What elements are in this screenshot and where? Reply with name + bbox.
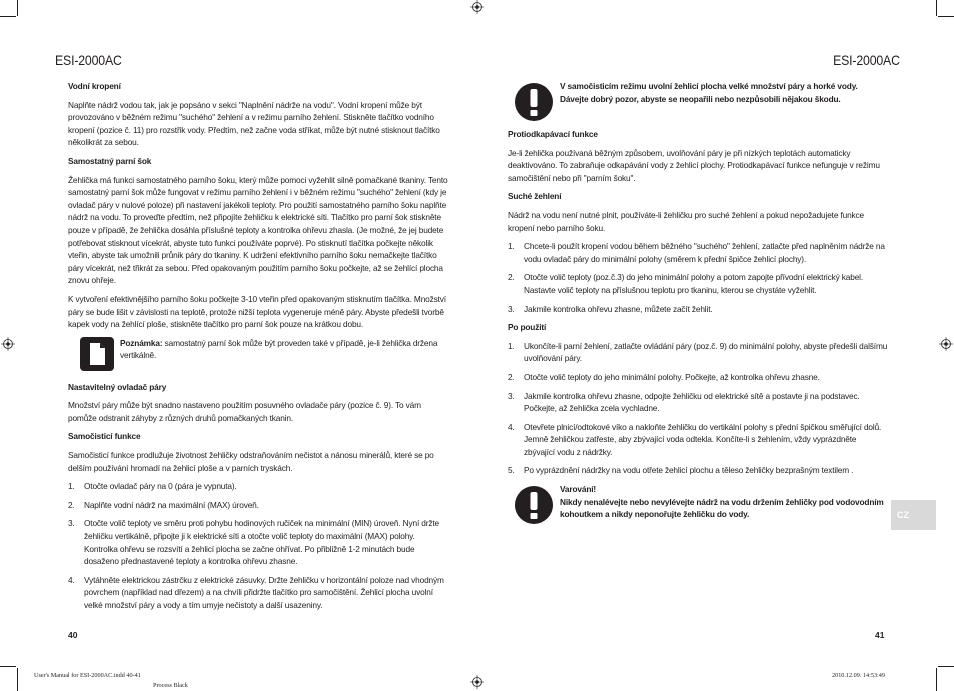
section-title-steam-shot: Samostatný parní šok xyxy=(68,155,152,166)
crop-mark-tl-h xyxy=(0,16,16,17)
paragraph: Žehlička má funkci samostatného parního šoku, který může pomoci vyžehlit silně pomačkané tkaniny. Tento samostatný parní šok může fungovat v režimu parního žehlení i v běžném režimu "suchého" žehlení (kdy je ovladač páry v nulové poloze) při nastavení jakékoli teploty. Pro použití samostatného parního šoku naplňte nádrž na vodu. To proveďte předtím, než připojíte žehličku k elektrické síti. Tlačítko pro parní šok stiskněte pouze v případě, že žehlička dosáhla příslušné teploty a kontrolka ohřevu zhasla. (Je možné, že jej budete potřebovat stisknout vícekrát, abyste tuto funkci používáte poprvé). Po stisknutí tlačítka počkejte několik vteřin, abyste tak umožnili průnik páry do tkaniny. K udržení efektivního parního šoku nemačkejte tlačítko páry vícekrát, než třikrát za sebou. Před opakovaným použitím parního šoku počkejte, až se žehlící plocha znovu ohřeje. xyxy=(68,174,448,286)
section-title-self-clean: Samočisticí funkce xyxy=(68,431,141,442)
section-title-anti-drip: Protiodkapávací funkce xyxy=(508,129,598,139)
list-item: 3. Jakmile kontrolka ohřevu zhasne, můžete začít žehlit. xyxy=(508,303,713,314)
language-tab xyxy=(891,500,936,530)
crop-mark-bl-h xyxy=(0,666,16,667)
after-use-steps xyxy=(508,340,888,477)
registration-mark-top xyxy=(470,0,484,14)
list-item: 1. Ukončíte-li parní žehlení, zatlačte ovládání páry (poz.č. 9) do minimální polohy, abyste předešli dalšímu uvolňování páry. xyxy=(508,340,888,364)
crop-mark-br-h xyxy=(938,666,954,667)
list-item: 3. Otočte volič teploty ve směru proti pohybu hodinových ručiček na minimální (MIN) úroveň. Nyní držte žehličku vertikálně, připojte ji k elektrické síti a otočte volič teploty do maximální (MAX) polohy. Kontrolka ohřevu se rozsvítí a žehlicí plocha se začne ohřívat. Po přibližně 1-2 minutách bude dosaženo přednastavené teploty a kontrolka ohřevu zhasne. xyxy=(68,518,439,567)
paragraph: K vytvoření efektivnějšího parního šoku počkejte 3-10 vteřin před opakovaným stisknutím tlačítka. Množství páry se bude lišit v závislosti na teplotě, protože nižší teplota vygeneruje méně páry. Abyste předešli tvorbě kapek vody na žehlící ploše, stiskněte tlačítko pro parní šok pouze na krátkou dobu. xyxy=(68,293,446,330)
paragraph: Nádrž na vodu není nutné plnit, používáte-li žehličku pro suché žehlení a pokud nepožadujete funkce kropení nebo parního šoku. xyxy=(508,209,864,233)
note-text: samostatný parní šok může být proveden také v případě, je-li žehlička držena vertikálně. xyxy=(120,337,438,361)
list-item: 3. Jakmile kontrolka ohřevu zhasne, odpojte žehličku od elektrické sítě a postavte ji na podstavec. Počkejte, až žehlička zcela vychladne. xyxy=(508,390,860,414)
note-box xyxy=(68,337,448,369)
page-number-right: 41 xyxy=(875,630,885,640)
warning-exclamation-icon xyxy=(514,82,554,122)
list-item: 5. Po vyprázdnění nádržky na vodu otřete žehlicí plochu a těleso žehličky bezprašným textilem . xyxy=(508,465,854,476)
warning-box-water xyxy=(508,483,888,525)
list-item: 1. Chcete-li použít kropení vodou během běžného "suchého" žehlení, zatlačte před naplněním nádrže na vodu ovladač páry do minimální polohy (směrem k přední špičce žehlicí plochy). xyxy=(508,241,885,264)
footer-process: Process Black xyxy=(153,682,188,689)
footer-date: 2010.12.09. 14:53:49 xyxy=(832,672,885,679)
registration-mark-right xyxy=(939,337,953,351)
list-item: 4. Vytáhněte elektrickou zástrčku z elektrické zásuvky. Držte žehličku v horizontální poloze nad vhodným povrchem (například nad dřezem) a na chvíli přidržte tlačítko pro samočištění. Žehlicí plocha uvolní velké množství páry a vody a tím umyje nečistoty a další usazeniny. xyxy=(68,574,444,610)
list-item: 2. Otočte volič teploty do jeho minimální polohy. Počkejte, až kontrolka ohřevu zhasne. xyxy=(508,371,820,382)
registration-mark-left xyxy=(1,337,15,351)
crop-mark-br-v xyxy=(936,668,937,691)
warning-text: V samočisticím režimu uvolní žehlicí plocha velké množství páry a horké vody. Dávejte dobrý pozor, abyste se neopařili nebo nezpůsobili nějakou škodu. xyxy=(560,81,858,104)
right-column xyxy=(508,80,888,531)
model-header-left: ESI-2000AC xyxy=(55,52,122,68)
self-clean-steps xyxy=(68,480,448,611)
left-column xyxy=(68,80,448,618)
section-title-dry-ironing: Suché žehlení xyxy=(508,191,562,202)
warning-text: Nikdy nenalévejte nebo nevylévejte nádrž na vodu držením žehličky pod vodovodním kohoutkem a nikdy neponořujte žehličku do vody. xyxy=(560,496,884,520)
note-label: Poznámka: xyxy=(120,337,163,348)
paragraph: Naplňte nádrž vodou tak, jak je popsáno v sekci "Naplnění nádrže na vodu". Vodní kropení může být provozováno v běžném režimu "suchého" žehlení a v režimu parního žehlení. Stiskněte tlačítko vodního kropení (pozice č. 11) pro rozstřik vody. Předtím, než začne voda stříkat, může být nutné stisknout tlačítko několikrát za sebou. xyxy=(68,99,440,148)
page-number-left: 40 xyxy=(68,630,78,640)
crop-mark-tr-v xyxy=(936,0,937,16)
paragraph: Je-li žehlička používaná běžným způsobem, uvolňování páry je při nízkých teplotách automaticky deaktivováno. To zabraňuje odkapávání vody z žehlicí plochy. Protiodkapávací funkce nefunguje v režimu samočištění nebo při "parním šoku". xyxy=(508,147,880,183)
list-item: 2. Otočte volič teploty (poz.č.3) do jeho minimální polohy a potom zapojte přívodní elektrický kabel. Nastavte volič teploty na příslušnou teplotu pro tkaninu, kterou se chystáte vyžehlit. xyxy=(508,272,864,295)
list-item: 2. Naplňte vodní nádrž na maximální (MAX) úroveň. xyxy=(68,499,259,510)
footer-file-name: User's Manual for ESI-2000AC.indd 40-41 xyxy=(34,672,141,679)
paragraph: Samočisticí funkce prodlužuje životnost žehličky odstraňováním nečistot a nánosu minerálů, které se po delším používání hromadí na žehlicí ploše a v parních tryskách. xyxy=(68,450,434,473)
registration-mark-bottom xyxy=(470,675,484,689)
warning-exclamation-icon xyxy=(514,485,554,525)
dry-ironing-steps xyxy=(508,240,888,315)
list-item: 1. Otočte ovladač páry na 0 (pára je vypnuta). xyxy=(68,481,237,492)
model-header-right: ESI-2000AC xyxy=(833,52,900,68)
section-title-after-use: Po použití xyxy=(508,322,547,333)
crop-mark-tr-h xyxy=(938,16,954,17)
note-document-icon xyxy=(80,337,114,371)
section-title-water-spray: Vodní kropení xyxy=(68,81,121,91)
language-tab-label: CZ xyxy=(897,510,909,520)
crop-mark-bl-v xyxy=(17,668,18,691)
warning-box-self-clean xyxy=(508,80,888,122)
section-title-steam-control: Nastavitelný ovladač páry xyxy=(68,381,167,392)
warning-title: Varování! xyxy=(560,484,597,495)
paragraph: Množství páry může být snadno nastaveno použitím posuvného ovladače páry (pozice č. 9). To vám pomůže odstranit záhyby z různých druhů pomačkaných tkanin. xyxy=(68,400,421,423)
list-item: 4. Otevřete plnicí/odtokové víko a nakloňte žehličku do vertikální polohy s přední špičkou směřující dolů. Jemně žehličkou zatřeste, aby zbývající voda odtekla. Končíte-li s žehlením, vždy vyprázdněte zbývající vodu z nádržky. xyxy=(508,421,882,457)
crop-mark-tl-v xyxy=(17,0,18,16)
